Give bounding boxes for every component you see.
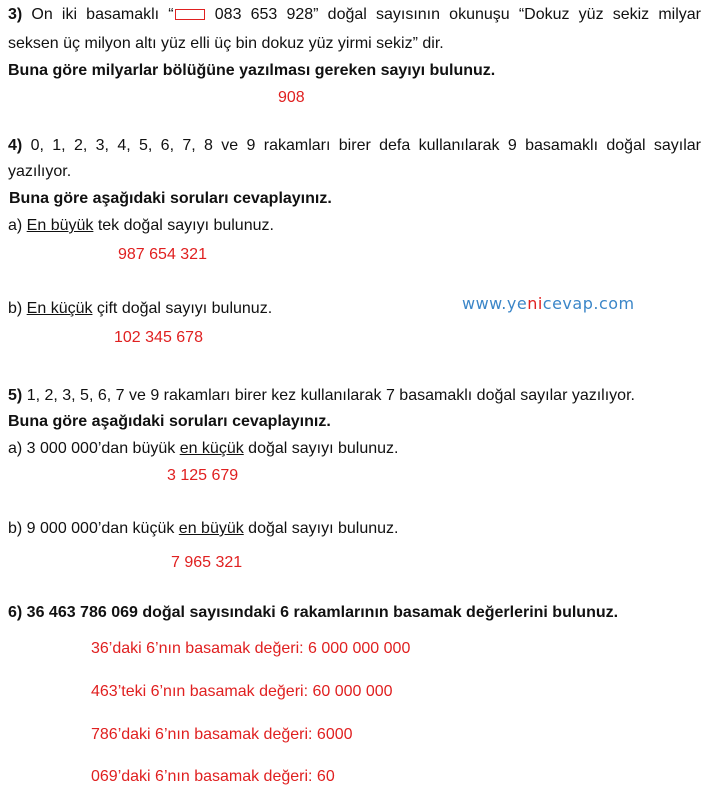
q5a-question: a) 3 000 000’dan büyük en küçük doğal sayıyı bulunuz. [8,440,399,457]
q5b-answer: 7 965 321 [171,554,243,571]
q5-instruction: Buna göre aşağıdaki soruları cevaplayınız. [8,413,331,430]
q3-line-2: seksen üç milyon altı yüz elli üç bin dokuz yüz yirmi sekiz” dir. [8,35,444,52]
q4a-answer: 987 654 321 [118,246,207,263]
q5-line-1: 5) 1, 2, 3, 5, 6, 7 ve 9 rakamları birer kez kullanılarak 7 basamaklı doğal sayılar yazılıyor. [8,387,635,404]
q3-number: 3) [8,6,23,23]
q4b-question: b) En küçük çift doğal sayıyı bulunuz. [8,300,273,317]
watermark: www.yenicevap.com [462,294,635,313]
q6-answer-4: 069’daki 6’nın basamak değeri: 60 [91,768,335,785]
q6-answer-1: 36’daki 6’nın basamak değeri: 6 000 000 000 [91,640,411,657]
q6-question: 6) 36 463 786 069 doğal sayısındaki 6 rakamlarının basamak değerlerini bulunuz. [8,604,619,621]
q5b-question: b) 9 000 000’dan küçük en büyük doğal sayıyı bulunuz. [8,520,399,537]
q4-number: 4) [8,137,23,154]
q4-instruction: Buna göre aşağıdaki soruları cevaplayınız. [9,190,332,207]
q3-answer: 908 [278,89,305,106]
q5-number: 5) [8,387,23,404]
q4a-question: a) En büyük tek doğal sayıyı bulunuz. [8,217,274,234]
q6-answer-3: 786’daki 6’nın basamak değeri: 6000 [91,726,353,743]
q3-line-1: 3) On iki basamaklı “ 083 653 928” doğal sayısının okunuşu “Dokuz yüz sekiz milyar [8,6,702,23]
q3-instruction: Buna göre milyarlar bölüğüne yazılması gereken sayıyı bulunuz. [8,62,496,79]
q4-line-2: yazılıyor. [8,163,72,180]
q4b-answer: 102 345 678 [114,329,203,346]
hidden-digits-box [175,9,205,20]
q6-answer-2: 463’teki 6’nın basamak değeri: 60 000 000 [91,683,393,700]
q4-line-1: 4) 0, 1, 2, 3, 4, 5, 6, 7, 8 ve 9 rakamları birer defa kullanılarak 9 basamaklı doğal sayılar [8,137,701,154]
q5a-answer: 3 125 679 [167,467,239,484]
